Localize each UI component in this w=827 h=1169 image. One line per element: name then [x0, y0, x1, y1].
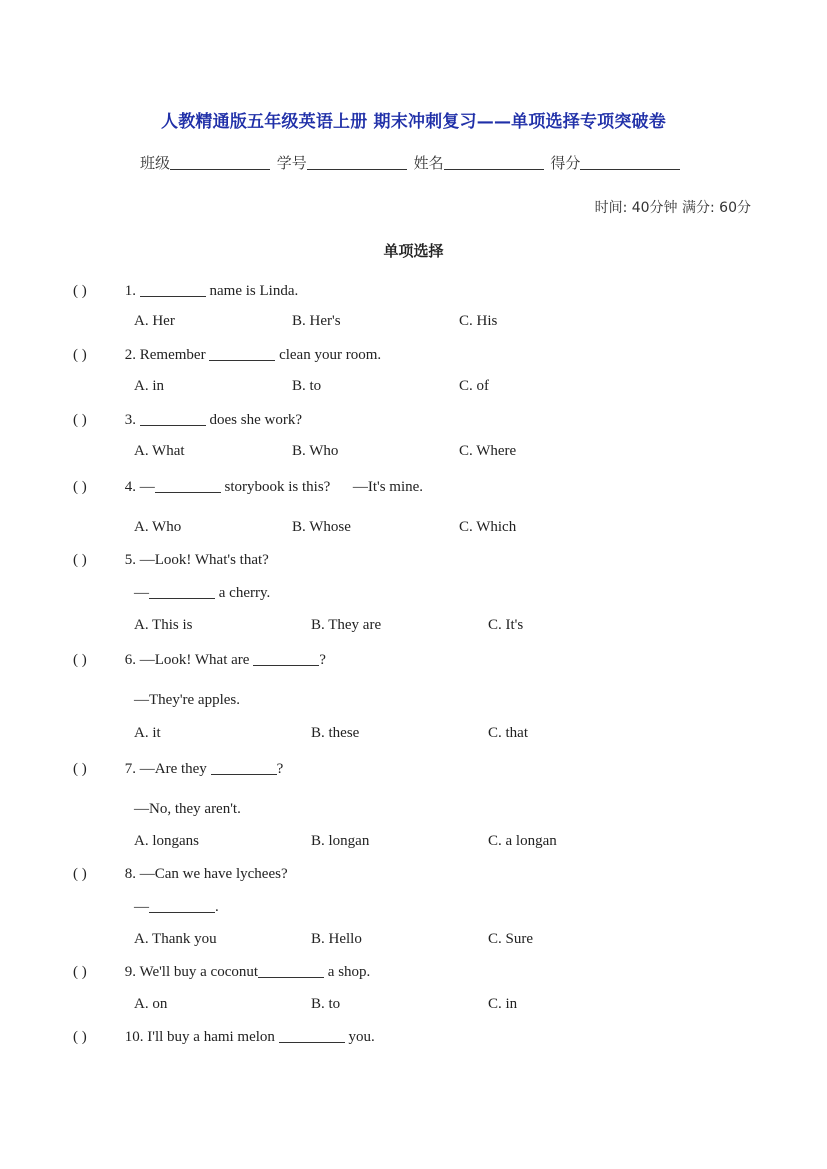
option-b[interactable]: B. longan	[311, 833, 370, 849]
question-text: We'll buy a coconut	[139, 964, 259, 980]
reply-text: —	[134, 899, 149, 915]
answer-blank	[279, 1028, 345, 1043]
question-7-reply: —No, they aren't.	[134, 801, 241, 817]
option-a[interactable]: A. longans	[134, 833, 199, 849]
answer-paren[interactable]: ( )	[73, 964, 87, 980]
answer-blank	[155, 478, 221, 493]
option-a[interactable]: A. Who	[134, 519, 182, 535]
answer-blank	[258, 963, 324, 978]
question-text: —Can we have lychees?	[139, 866, 288, 882]
option-c[interactable]: C. in	[488, 996, 518, 1012]
answer-blank	[253, 651, 319, 666]
question-number: 10.	[124, 1029, 144, 1045]
answer-paren[interactable]: ( )	[73, 1029, 87, 1045]
option-c[interactable]: C. Which	[459, 519, 517, 535]
option-c[interactable]: C. It's	[488, 617, 524, 633]
option-b[interactable]: B. Her's	[292, 313, 341, 329]
question-text: ?	[276, 761, 284, 777]
option-a[interactable]: A. it	[134, 725, 161, 741]
answer-paren[interactable]: ( )	[73, 283, 87, 299]
option-b[interactable]: B. Whose	[292, 519, 351, 535]
question-number: 7.	[124, 761, 136, 777]
page-title: 人教精通版五年级英语上册 期末冲刺复习——单项选择专项突破卷	[161, 112, 666, 132]
question-number: 2.	[124, 347, 136, 363]
answer-paren[interactable]: ( )	[73, 552, 87, 568]
question-5-reply	[134, 584, 270, 602]
option-a[interactable]: A. on	[134, 996, 168, 1012]
question-text: —Are they	[139, 761, 211, 777]
option-c[interactable]: C. that	[488, 725, 528, 741]
option-c[interactable]: C. Sure	[488, 931, 533, 947]
answer-paren[interactable]: ( )	[73, 347, 87, 363]
question-10	[73, 1028, 375, 1046]
number-label: 学号	[276, 154, 307, 172]
question-2	[73, 346, 381, 364]
score-label: 得分	[550, 154, 581, 172]
class-label: 班级	[140, 154, 171, 172]
answer-blank	[149, 898, 215, 913]
option-a[interactable]: A. in	[134, 378, 164, 394]
question-text: —Look! What's that?	[139, 552, 269, 568]
question-text: does she work?	[205, 412, 302, 428]
answer-paren[interactable]: ( )	[73, 412, 87, 428]
time-info: 时间: 40分钟 满分: 60分	[594, 200, 751, 216]
question-text: —	[139, 479, 155, 495]
question-text: ?	[319, 652, 326, 668]
answer-paren[interactable]: ( )	[73, 866, 87, 882]
option-a[interactable]: A. What	[134, 443, 185, 459]
reply-text: a cherry.	[215, 585, 271, 601]
question-3	[73, 411, 302, 429]
reply-text: —	[134, 585, 149, 601]
option-c[interactable]: C. His	[459, 313, 498, 329]
score-field[interactable]	[580, 153, 680, 170]
question-number: 8.	[124, 866, 136, 882]
section-title: 单项选择	[383, 242, 444, 260]
answer-paren[interactable]: ( )	[73, 652, 87, 668]
question-text: I'll buy a hami melon	[147, 1029, 279, 1045]
question-number: 1.	[124, 283, 136, 299]
answer-blank	[149, 584, 215, 599]
question-text: you.	[344, 1029, 375, 1045]
name-label: 姓名	[413, 154, 444, 172]
option-b[interactable]: B. to	[311, 996, 341, 1012]
question-text: clean your room.	[275, 347, 382, 363]
answer-blank	[140, 282, 206, 297]
option-c[interactable]: C. of	[459, 378, 489, 394]
question-number: 9.	[124, 964, 136, 980]
option-b[interactable]: B. to	[292, 378, 322, 394]
answer-paren[interactable]: ( )	[73, 761, 87, 777]
class-field[interactable]	[170, 153, 270, 170]
question-5	[73, 552, 269, 569]
question-4	[73, 478, 423, 496]
option-b[interactable]: B. Hello	[311, 931, 362, 947]
question-text: name is Linda.	[205, 283, 299, 299]
option-c[interactable]: C. a longan	[488, 833, 557, 849]
question-9	[73, 963, 370, 981]
question-text: —Look! What are	[139, 652, 254, 668]
option-b[interactable]: B. They are	[311, 617, 382, 633]
question-text: Remember	[139, 347, 210, 363]
question-number: 3.	[124, 412, 136, 428]
question-6-reply: —They're apples.	[134, 692, 240, 708]
reply-text: .	[215, 899, 219, 915]
option-a[interactable]: A. Thank you	[134, 931, 217, 947]
answer-blank	[140, 411, 206, 426]
question-number: 5.	[124, 552, 136, 568]
answer-paren[interactable]: ( )	[73, 479, 87, 495]
option-b[interactable]: B. Who	[292, 443, 339, 459]
answer-blank	[209, 346, 275, 361]
question-number: 4.	[124, 479, 136, 495]
question-number: 6.	[124, 652, 136, 668]
question-text: storybook is this? —It's mine.	[220, 479, 424, 495]
option-c[interactable]: C. Where	[459, 443, 517, 459]
question-6	[73, 651, 326, 669]
student-info-row	[140, 152, 682, 173]
question-7	[73, 760, 283, 778]
question-8	[73, 866, 288, 883]
option-b[interactable]: B. these	[311, 725, 360, 741]
question-8-reply	[134, 898, 219, 916]
option-a[interactable]: A. This is	[134, 617, 193, 633]
question-text: a shop.	[324, 964, 371, 980]
name-field[interactable]	[444, 153, 544, 170]
option-a[interactable]: A. Her	[134, 313, 175, 329]
answer-blank	[211, 760, 277, 775]
number-field[interactable]	[307, 153, 407, 170]
question-1	[73, 282, 298, 300]
